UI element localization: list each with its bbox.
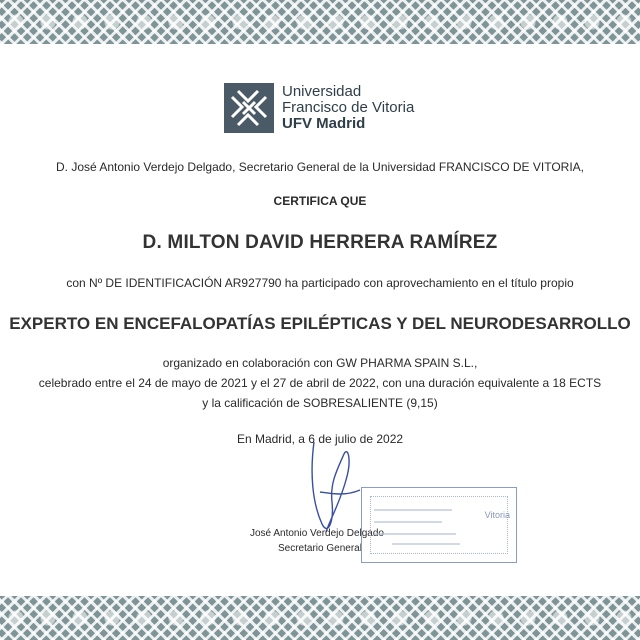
- official-stamp: [361, 487, 517, 563]
- logo-line-university: Universidad: [282, 83, 362, 100]
- university-logo: [224, 82, 444, 134]
- program-title: EXPERTO EN ENCEFALOPATÍAS EPILÉPTICAS Y DEL NEURODESARROLLO: [9, 314, 631, 333]
- logo-line-campus: UFV Madrid: [282, 115, 366, 132]
- signatory-name: José Antonio Verdejo Delgado: [250, 528, 384, 539]
- certifies-heading: CERTIFICA QUE: [273, 194, 367, 208]
- stamp-faded-text: [372, 500, 462, 550]
- place-date: En Madrid, a 6 de julio de 2022: [236, 432, 404, 446]
- decorative-border-top: [0, 0, 640, 44]
- signatory-role: Secretario General: [278, 543, 362, 554]
- certificate-preamble: D. José Antonio Verdejo Delgado, Secretario General de la Universidad FRANCISCO DE VITORIA,: [55, 160, 585, 174]
- grade-line: y la calificación de SOBRESALIENTE (9,15): [202, 396, 438, 410]
- ufv-emblem-icon: [224, 83, 274, 133]
- logo-line-name: Francisco de Vitoria: [282, 99, 415, 116]
- identification-line: con Nº DE IDENTIFICACIÓN AR927790 ha participado con aprovechamiento en el título propio: [66, 276, 574, 290]
- stamp-word: Vitoria: [484, 510, 510, 520]
- dates-line: celebrado entre el 24 de mayo de 2021 y el 27 de abril de 2022, con una duración equivalente a 18 ECTS: [38, 376, 602, 390]
- organized-line: organizado en colaboración con GW PHARMA SPAIN S.L.,: [162, 356, 478, 370]
- recipient-name: D. MILTON DAVID HERRERA RAMÍREZ: [142, 232, 498, 253]
- decorative-border-bottom: [0, 596, 640, 640]
